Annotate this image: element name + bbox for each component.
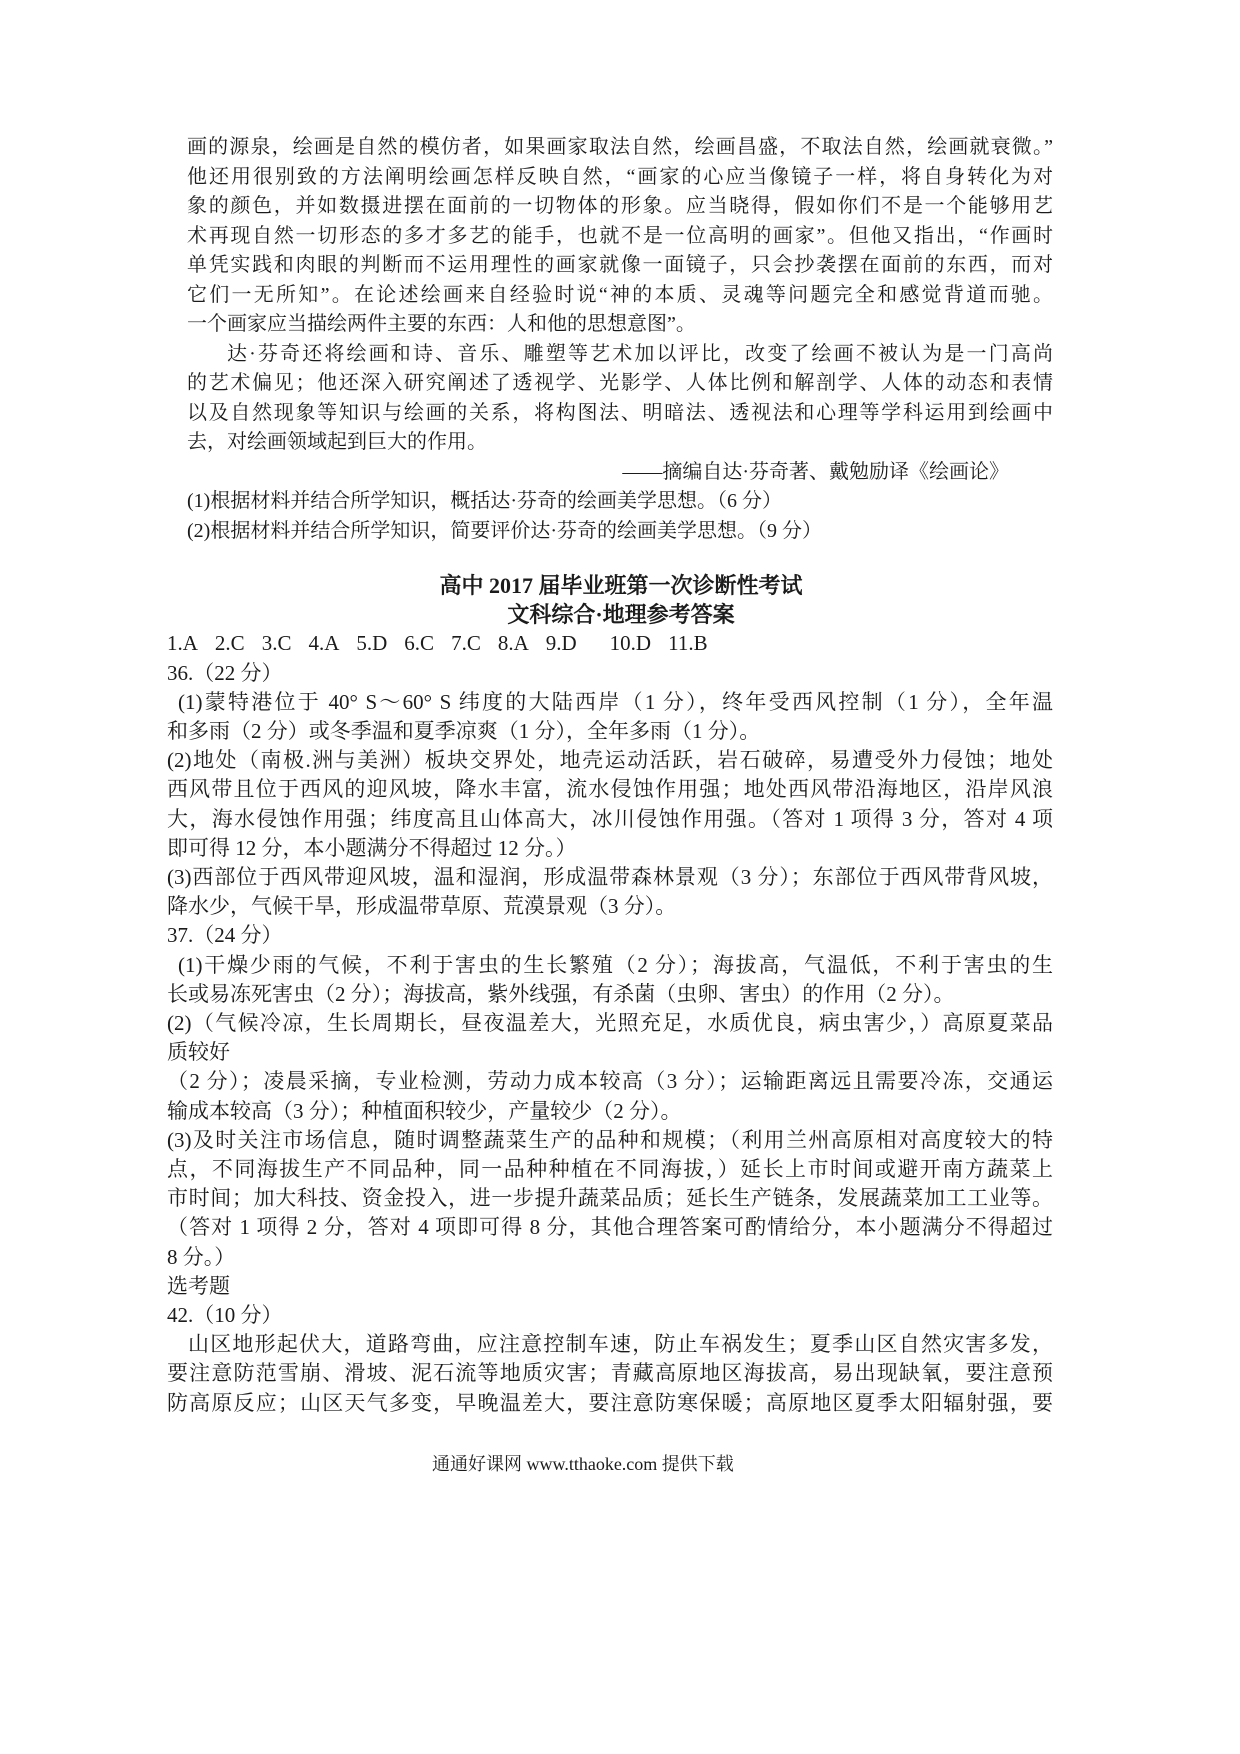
answer-line: （2 分）；凌晨采摘，专业检测，劳动力成本较高（3 分）；运输距离远且需要冷冻，交通运 xyxy=(167,1069,1053,1094)
passage-line: 去，对绘画领域起到巨大的作用。 xyxy=(187,431,487,453)
passage-source: ——摘编自达·芬奇著、戴勉励译《绘画论》 xyxy=(622,460,1009,483)
question-heading: 36.（22 分） xyxy=(167,660,283,685)
answer-line: 点，不同海拔生产不同品种，同一品种种植在不同海拔，）延长上市时间或避开南方蔬菜上 xyxy=(167,1157,1053,1182)
choice-answer: 7.C xyxy=(451,631,481,656)
choice-answer: 10.D xyxy=(609,631,652,656)
answer-line: (3)及时关注市场信息，随时调整蔬菜生产的品种和规模；（利用兰州高原相对高度较大的特 xyxy=(167,1127,1053,1152)
answer-line: 山区地形起伏大，道路弯曲，应注意控制车速，防止车祸发生；夏季山区自然灾害多发， xyxy=(188,1332,1053,1357)
page-footer: 通通好课网 www.tthaoke.com 提供下载 xyxy=(432,1454,734,1474)
question-heading: 42.（10 分） xyxy=(167,1303,283,1328)
passage-line: 术再现自然一切形态的多才多艺的能手，也就不是一位高明的画家”。但他又指出，“作画时 xyxy=(187,224,1053,247)
answer-line: 长或易冻死害虫（2 分）；海拔高，紫外线强，有杀菌（虫卵、害虫）的作用（2 分）。 xyxy=(167,981,955,1006)
passage-line: 达·芬奇还将绘画和诗、音乐、雕塑等艺术加以评比，改变了绘画不被认为是一门高尚 xyxy=(227,342,1053,365)
answer-line: 防高原反应；山区天气多变，早晚温差大，要注意防寒保暖；高原地区夏季太阳辐射强，要 xyxy=(167,1390,1053,1415)
elective-label: 选考题 xyxy=(167,1273,230,1298)
choice-answer: 1.A xyxy=(167,631,198,656)
answer-line: (3)西部位于西风带迎风坡，温和湿润，形成温带森林景观（3 分）；东部位于西风带背风坡， xyxy=(167,865,1053,890)
question-item: (1)根据材料并结合所学知识，概括达·芬奇的绘画美学思想。（6 分） xyxy=(187,490,782,512)
reading-passage xyxy=(187,133,1053,546)
answer-line: （答对 1 项得 2 分，答对 4 项即可得 8 分，其他合理答案可酌情给分，本小题满分不得超过 xyxy=(167,1215,1053,1240)
answer-line: 即可得 12 分，本小题满分不得超过 12 分。） xyxy=(167,835,577,860)
question-heading: 37.（24 分） xyxy=(167,923,283,948)
answer-key-title: 高中 2017 届毕业班第一次诊断性考试 xyxy=(439,573,803,598)
passage-line: 单凭实践和肉眼的判断而不运用理性的画家就像一面镜子，只会抄袭摆在面前的东西，而对 xyxy=(187,254,1053,276)
passage-line: 以及自然现象等知识与绘画的关系，将构图法、明暗法、透视法和心理等学科运用到绘画中 xyxy=(187,401,1053,424)
answer-line: 大，海水侵蚀作用强；纬度高且山体高大，冰川侵蚀作用强。（答对 1 项得 3 分，答对 4 项 xyxy=(167,806,1053,831)
question-item: (2)根据材料并结合所学知识，简要评价达·芬奇的绘画美学思想。（9 分） xyxy=(187,519,822,542)
passage-line: 他还用很别致的方法阐明绘画怎样反映自然，“画家的心应当像镜子一样，将自身转化为对 xyxy=(187,165,1053,188)
choice-answer: 8.A xyxy=(497,631,529,656)
answer-key-subtitle: 文科综合·地理参考答案 xyxy=(507,602,735,628)
answer-line: 质较好 xyxy=(167,1040,230,1065)
answer-line: 8 分。） xyxy=(167,1244,236,1269)
answer-line: 降水少，气候干旱，形成温带草原、荒漠景观（3 分）。 xyxy=(167,894,677,919)
passage-line: 象的颜色，并如数摄进摆在面前的一切物体的形象。应当晓得，假如你们不是一个能够用艺 xyxy=(187,195,1053,217)
choice-answer: 9.D xyxy=(545,631,577,656)
choice-answer: 2.C xyxy=(214,631,245,656)
answer-key xyxy=(167,571,1053,1418)
choice-answers xyxy=(167,629,1053,658)
answer-line: (1)干燥少雨的气候，不利于害虫的生长繁殖（2 分）；海拔高，气温低，不利于害虫的生 xyxy=(178,952,1053,977)
answer-line: 输成本较高（3 分）；种植面积较少，产量较少（2 分）。 xyxy=(167,1098,682,1123)
answer-line: 和多雨（2 分）或冬季温和夏季凉爽（1 分），全年多雨（1 分）。 xyxy=(167,719,761,744)
choice-answer: 3.C xyxy=(261,631,292,656)
answer-line: (1)蒙特港位于 40° S～60° S 纬度的大陆西岸（1 分），终年受西风控制（1 分），全年温 xyxy=(178,689,1053,714)
choice-answer: 5.D xyxy=(356,631,388,656)
passage-line: 的艺术偏见；他还深入研究阐述了透视学、光影学、人体比例和解剖学、人体的动态和表情 xyxy=(187,372,1053,394)
answer-line: 市时间；加大科技、资金投入，进一步提升蔬菜品质；延长生产链条，发展蔬菜加工工业等。 xyxy=(167,1186,1053,1211)
choice-answer: 11.B xyxy=(668,631,708,656)
answer-line: (2)地处（南极.洲与美洲）板块交界处，地壳运动活跃，岩石破碎，易遭受外力侵蚀；地处 xyxy=(167,748,1053,773)
answer-line: (2)（气候冷凉，生长周期长，昼夜温差大，光照充足，水质优良，病虫害少，）高原夏菜品 xyxy=(167,1011,1053,1036)
passage-line: 一个画家应当描绘两件主要的东西：人和他的思想意图”。 xyxy=(187,313,696,335)
answer-line: 西风带且位于西风的迎风坡，降水丰富，流水侵蚀作用强；地处西风带沿海地区，沿岸风浪 xyxy=(167,777,1053,802)
answer-line: 要注意防范雪崩、滑坡、泥石流等地质灾害；青藏高原地区海拔高，易出现缺氧，要注意预 xyxy=(167,1361,1053,1386)
passage-line: 画的源泉，绘画是自然的模仿者，如果画家取法自然，绘画昌盛，不取法自然，绘画就衰微。” xyxy=(187,136,1053,158)
choice-answer: 4.A xyxy=(308,631,340,656)
passage-line: 它们一无所知”。在论述绘画来自经验时说“神的本质、灵魂等问题完全和感觉背道而驰。 xyxy=(187,283,1053,306)
choice-answer: 6.C xyxy=(404,631,435,656)
